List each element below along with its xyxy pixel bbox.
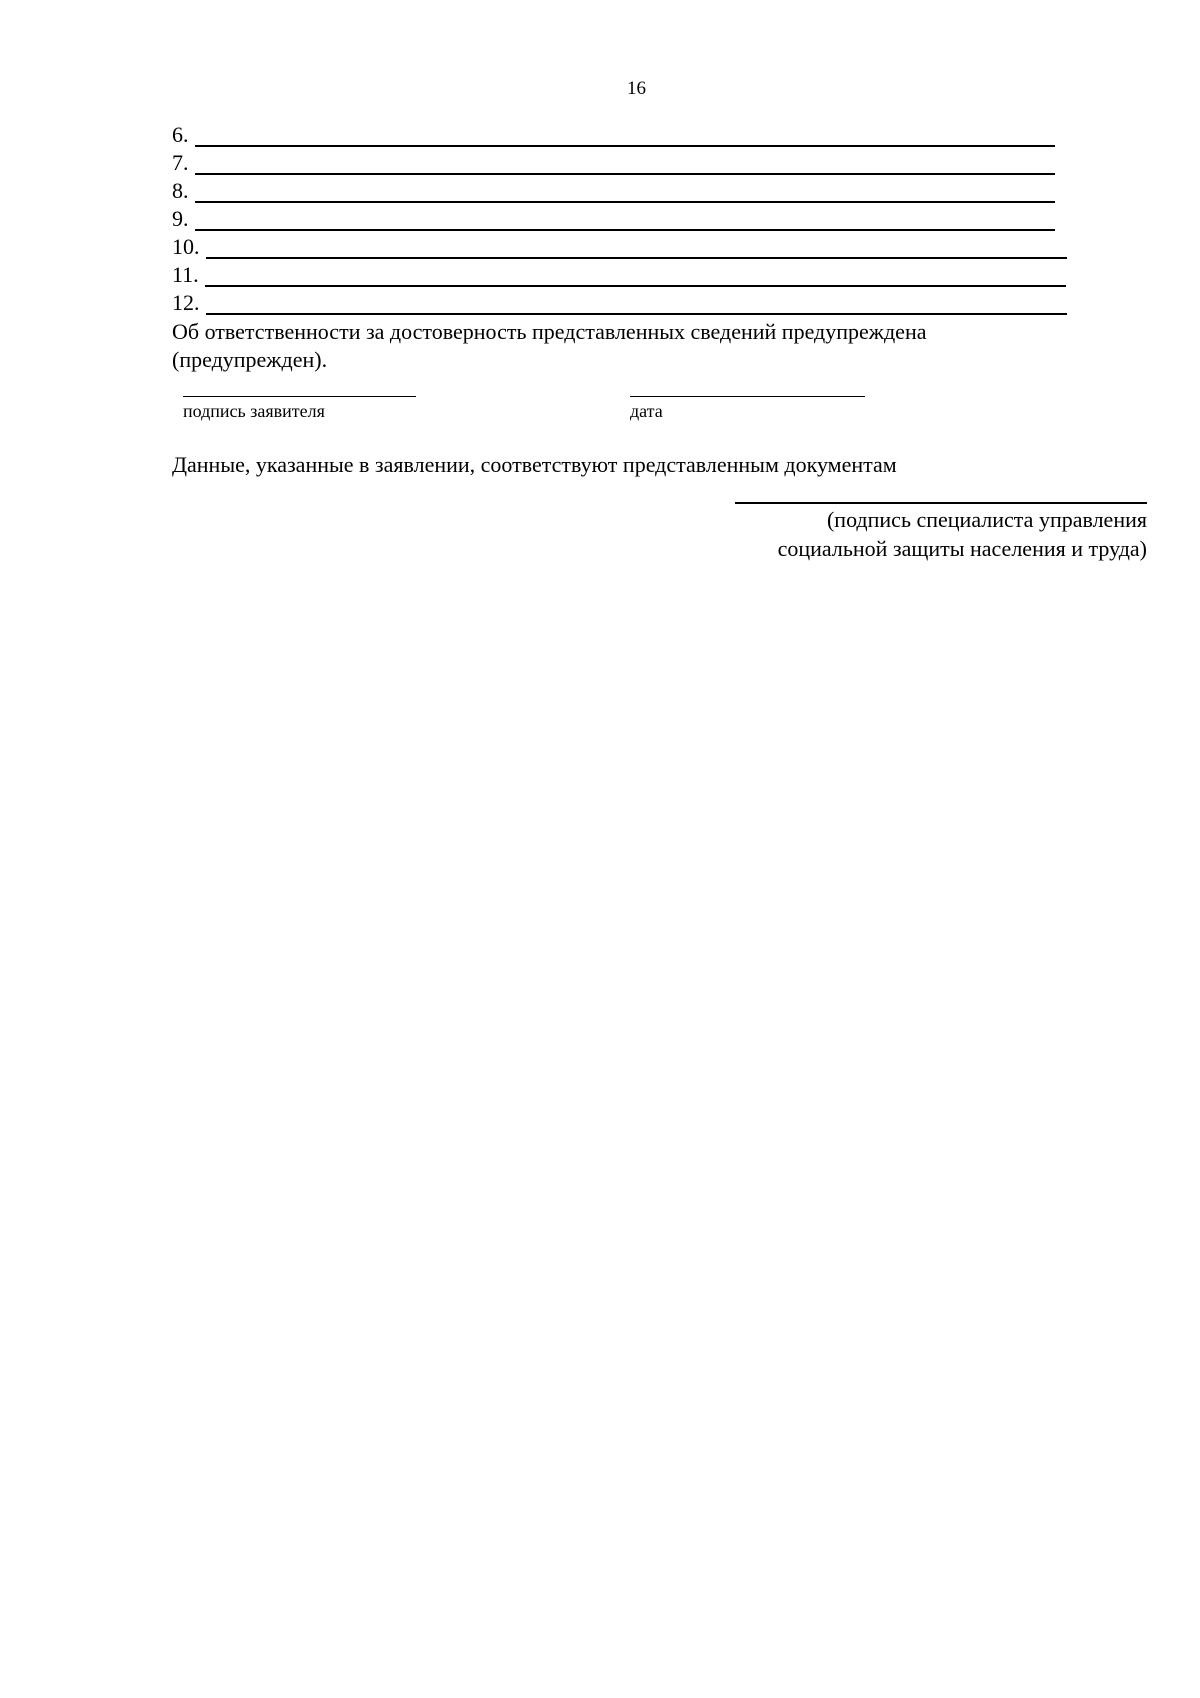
list-item-number: 12.: [172, 290, 200, 315]
verification-statement: Данные, указанные в заявлении, соответствуют представленным документам: [172, 452, 897, 477]
applicant-signature-caption: подпись заявителя: [183, 401, 325, 421]
specialist-caption-line-1: (подпись специалиста управления: [826, 507, 1147, 532]
page-number: 16: [627, 78, 646, 99]
list-item: [172, 206, 1055, 232]
list-item: [172, 150, 1055, 176]
blank-line[interactable]: [205, 265, 1066, 287]
list-item-number: 8.: [172, 178, 189, 203]
specialist-signature-line[interactable]: [735, 502, 1147, 504]
date-line[interactable]: [630, 396, 865, 397]
list-item-number: 6.: [172, 122, 189, 147]
list-item: [172, 234, 1067, 260]
list-item-number: 9.: [172, 206, 189, 231]
list-item: [172, 290, 1067, 316]
specialist-caption-line-2: социальной защиты населения и труда): [777, 536, 1147, 561]
responsibility-warning: [172, 318, 1052, 374]
blank-line[interactable]: [206, 293, 1067, 315]
date-caption: дата: [630, 401, 663, 421]
list-item: [172, 262, 1066, 288]
warning-line-2: (предупрежден).: [172, 347, 328, 372]
blank-line[interactable]: [195, 181, 1055, 203]
blank-line[interactable]: [195, 125, 1055, 147]
list-item-number: 10.: [172, 234, 200, 259]
blank-line[interactable]: [195, 153, 1055, 175]
blank-line[interactable]: [206, 237, 1067, 259]
specialist-signature-caption: [647, 505, 1147, 563]
list-item-number: 11.: [172, 262, 199, 287]
warning-line-1: Об ответственности за достоверность представленных сведений предупреждена: [172, 319, 927, 344]
applicant-signature-line[interactable]: [183, 396, 416, 397]
list-item-number: 7.: [172, 150, 189, 175]
list-item: [172, 178, 1055, 204]
blank-line[interactable]: [195, 209, 1055, 231]
list-item: [172, 122, 1055, 148]
